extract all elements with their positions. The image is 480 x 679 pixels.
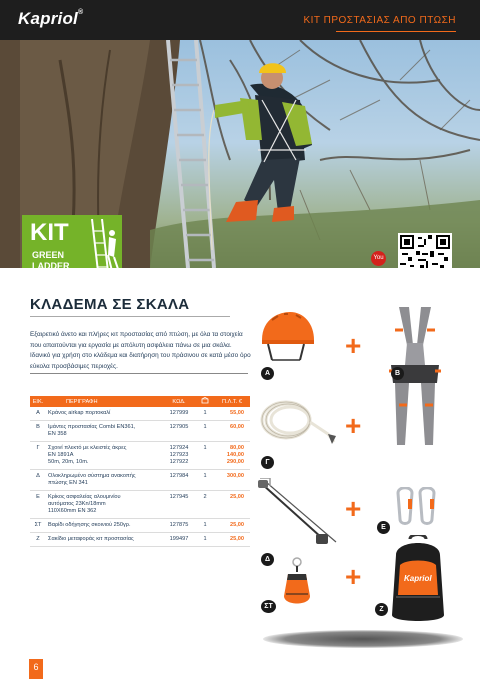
hero-photo <box>0 40 480 268</box>
table-row <box>30 442 250 470</box>
qr-code[interactable] <box>398 233 452 268</box>
title-divider <box>30 316 230 317</box>
row-description: Βαρίδι οδήγησης σκοινιού 250γρ. <box>46 519 162 533</box>
qr-code-icon <box>400 235 450 268</box>
box-icon <box>201 397 209 404</box>
climber-icon <box>82 219 122 268</box>
row-price: 25,00 <box>214 519 250 533</box>
row-letter: ΣΤ <box>30 519 46 533</box>
kit-description: Εξαιρετικό άνετο και πλήρες κιτ προστασίας από πτώση, με όλα τα στοιχεία που απαιτούνται για εργασία με απόλυτη ασφάλεια πάνω σε μια σκάλα. Ιδανικό για χρήση στο κλάδεμα και διατήρηση του πράσινου σε κατά μέσο όρο εύκολα προσβάσιμες περιοχές. <box>30 331 251 370</box>
carabiners-image <box>392 487 442 525</box>
row-quantity: 1 <box>196 470 214 491</box>
header-code: ΚΩΔ. <box>162 396 196 407</box>
row-letter: Α <box>30 407 46 421</box>
row-quantity: 1 <box>196 519 214 533</box>
label-f: ΣΤ <box>261 600 276 613</box>
plus-icon: + <box>345 493 362 524</box>
label-c: Γ <box>261 456 274 469</box>
backpack-image <box>386 535 450 625</box>
page-number: 6 <box>29 659 43 679</box>
kit-subtitle: GREEN LADDER <box>32 250 70 268</box>
row-letter: Ζ <box>30 533 46 547</box>
harness-image <box>385 305 445 455</box>
row-code: 127999 <box>162 407 196 421</box>
table-row <box>30 491 250 519</box>
row-code: 127945 <box>162 491 196 519</box>
brand-logo: Kapriol® <box>18 9 84 28</box>
table-row <box>30 470 250 491</box>
table-row <box>30 407 250 421</box>
plus-icon: + <box>345 410 362 441</box>
label-a: Α <box>261 367 274 380</box>
row-description: Κράνος airkap πορτοκαλί <box>46 407 162 421</box>
row-description: Σακίδιο μεταφοράς κιτ προστασίας <box>46 533 162 547</box>
row-price: 300,00 <box>214 470 250 491</box>
table-header-row <box>30 396 250 407</box>
row-code: 127875 <box>162 519 196 533</box>
row-description: Ολοκληρωμένο σύστημα ανακοπής πτώσης EN 341 <box>46 470 162 491</box>
label-g: Ζ <box>375 603 388 616</box>
header-quantity <box>196 396 214 407</box>
row-quantity: 1 <box>196 442 214 470</box>
header-rule <box>336 31 456 32</box>
row-description: Σχοινί πλεκτό με κλειστές άκρες EN 1891A 50m, 20m, 10m. <box>46 442 162 470</box>
header-price: Π.Λ.Τ. € <box>214 396 250 407</box>
row-code: 127924 127923 127922 <box>162 442 196 470</box>
label-b: Β <box>391 367 404 380</box>
floor-shadow <box>263 630 463 648</box>
row-description: Κρίκος ασφαλείας αλουμινίου αυτόματος 23Kn/18mm 110X60mm EN 362 <box>46 491 162 519</box>
row-quantity: 1 <box>196 533 214 547</box>
header-description: ΠΕΡΙΓΡΑΦΗ <box>46 396 162 407</box>
bag-brand: Kapriol <box>404 574 432 583</box>
youtube-icon[interactable]: You <box>371 251 386 266</box>
rope-image <box>258 392 338 450</box>
row-code: 199497 <box>162 533 196 547</box>
fall-arrest-image <box>252 478 342 550</box>
header-letter: ΕΙΚ. <box>30 396 46 407</box>
table-row <box>30 533 250 547</box>
row-quantity: 1 <box>196 407 214 421</box>
row-price: 80,00 140,00 290,00 <box>214 442 250 470</box>
row-price: 55,00 <box>214 407 250 421</box>
table-row <box>30 421 250 442</box>
description-divider <box>30 373 248 374</box>
row-letter: Ε <box>30 491 46 519</box>
row-quantity: 1 <box>196 421 214 442</box>
row-code: 127984 <box>162 470 196 491</box>
row-price: 60,00 <box>214 421 250 442</box>
plus-icon: + <box>345 330 362 361</box>
table-row <box>30 519 250 533</box>
row-description: Ιμάντες προστασίας Combi EN361, EN 358 <box>46 421 162 442</box>
throw-weight-image <box>280 556 314 608</box>
kit-badge <box>22 215 122 268</box>
helmet-image <box>258 310 316 362</box>
row-code: 127905 <box>162 421 196 442</box>
product-table <box>30 396 250 547</box>
row-quantity: 2 <box>196 491 214 519</box>
section-title: ΚΙΤ ΠΡΟΣΤΑΣΙΑΣ ΑΠΟ ΠΤΩΣΗ <box>303 15 456 26</box>
row-letter: Δ <box>30 470 46 491</box>
label-e: Ε <box>377 521 390 534</box>
header-bar <box>0 0 480 40</box>
plus-icon: + <box>345 561 362 592</box>
row-price: 25,00 <box>214 491 250 519</box>
row-letter: Γ <box>30 442 46 470</box>
page-title: ΚΛΑΔΕΜΑ ΣΕ ΣΚΑΛΑ <box>30 296 190 313</box>
label-d: Δ <box>261 553 274 566</box>
row-letter: Β <box>30 421 46 442</box>
kit-title: KIT <box>30 219 69 246</box>
row-price: 25,00 <box>214 533 250 547</box>
